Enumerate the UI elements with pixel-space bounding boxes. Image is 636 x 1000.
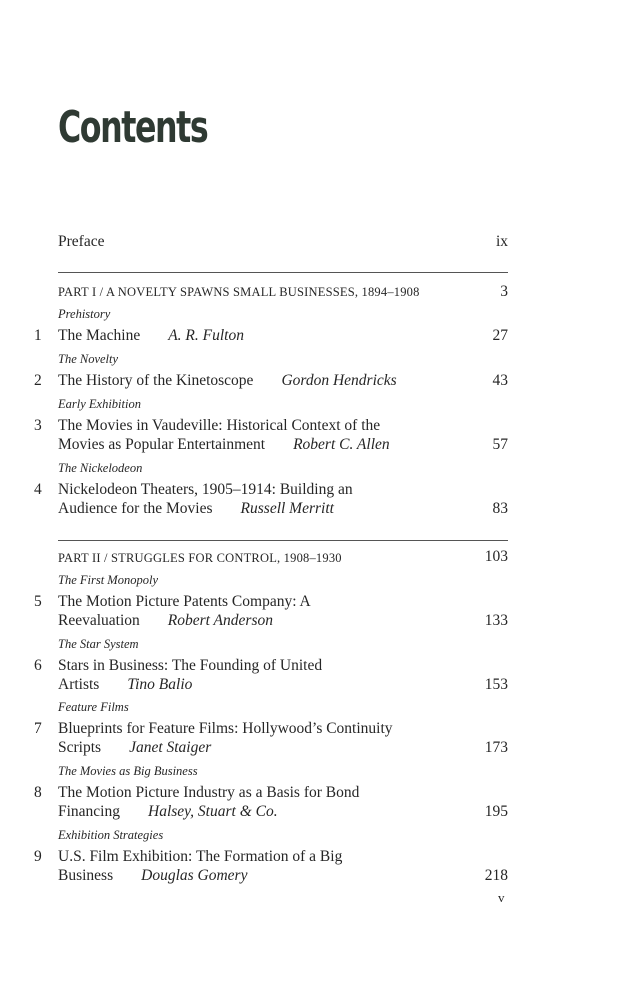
chapter-title-line	[58, 500, 334, 518]
chapter-title: The Movies in Vaudeville: Historical Context of the	[58, 417, 381, 434]
chapter-title: The History of the Kinetoscope	[58, 372, 254, 389]
chapter-number: 1	[34, 327, 42, 344]
chapter-title: U.S. Film Exhibition: The Formation of a Big	[58, 848, 343, 865]
chapter-title-line	[58, 803, 278, 821]
section-heading: The Star System	[58, 637, 139, 651]
chapter-page: 195	[484, 803, 508, 820]
chapter-author: Russell Merritt	[240, 500, 334, 517]
chapter-number: 8	[34, 784, 42, 801]
divider	[58, 272, 508, 273]
section-heading: The Movies as Big Business	[58, 764, 198, 778]
chapter-title: Stars in Business: The Founding of United	[58, 657, 323, 674]
chapter-author: Janet Staiger	[129, 739, 212, 756]
page-folio: v	[498, 890, 505, 905]
chapter-title: The Motion Picture Patents Company: A	[58, 593, 311, 610]
chapter-title: The Machine	[58, 327, 141, 344]
part-heading: PART I / A NOVELTY SPAWNS SMALL BUSINESSES, 1894–1908	[58, 285, 420, 299]
section-heading: Exhibition Strategies	[58, 828, 164, 842]
part-heading: PART II / STRUGGLES FOR CONTROL, 1908–1930	[58, 551, 342, 565]
chapter-page: 43	[492, 372, 508, 389]
chapter-title: Scripts	[58, 739, 102, 756]
chapter-number: 3	[34, 417, 42, 434]
chapter-author: Halsey, Stuart & Co.	[148, 803, 278, 820]
chapter-title-line	[58, 372, 397, 390]
chapter-title: Business	[58, 867, 114, 884]
chapter-title: Audience for the Movies	[58, 500, 213, 517]
chapter-number: 5	[34, 593, 42, 610]
chapter-page: 218	[484, 867, 508, 884]
chapter-title: Artists	[58, 676, 100, 693]
section-heading: Feature Films	[58, 700, 129, 714]
section-heading: Early Exhibition	[58, 397, 141, 411]
chapter-title-line	[58, 676, 192, 694]
part-page: 3	[500, 283, 508, 300]
chapter-title: The Motion Picture Industry as a Basis for Bond	[58, 784, 360, 801]
chapter-title: Movies as Popular Entertainment	[58, 436, 266, 453]
preface-label: Preface	[58, 233, 105, 250]
chapter-page: 27	[492, 327, 508, 344]
chapter-title-line	[58, 436, 390, 454]
chapter-title-line	[58, 739, 211, 757]
chapter-number: 2	[34, 372, 42, 389]
chapter-number: 9	[34, 848, 42, 865]
chapter-title-line	[58, 867, 247, 885]
chapter-number: 6	[34, 657, 42, 674]
chapter-title: Reevaluation	[58, 612, 140, 629]
chapter-page: 173	[484, 739, 508, 756]
preface-page: ix	[495, 233, 508, 250]
part-page: 103	[484, 548, 508, 565]
chapter-page: 83	[492, 500, 508, 517]
chapter-title: Financing	[58, 803, 120, 820]
chapter-title-line	[58, 612, 273, 630]
chapter-number: 4	[34, 481, 42, 498]
chapter-title: Nickelodeon Theaters, 1905–1914: Building an	[58, 481, 353, 498]
chapter-number: 7	[34, 720, 42, 737]
section-heading: The Novelty	[58, 352, 119, 366]
chapter-page: 153	[484, 676, 508, 693]
chapter-page: 57	[492, 436, 508, 453]
chapter-author: Tino Balio	[127, 676, 193, 693]
page-title: Contents	[58, 102, 208, 153]
chapter-author: Robert C. Allen	[293, 436, 390, 453]
section-heading: The First Monopoly	[58, 573, 158, 587]
chapter-author: Douglas Gomery	[141, 867, 248, 884]
section-heading: Prehistory	[58, 307, 111, 321]
chapter-author: Gordon Hendricks	[281, 372, 397, 389]
chapter-author: A. R. Fulton	[168, 327, 244, 344]
chapter-page: 133	[484, 612, 508, 629]
chapter-title: Blueprints for Feature Films: Hollywood’s Continuity	[58, 720, 393, 737]
chapter-author: Robert Anderson	[167, 612, 273, 629]
chapter-title-line	[58, 327, 244, 345]
section-heading: The Nickelodeon	[58, 461, 143, 475]
divider	[58, 540, 508, 541]
